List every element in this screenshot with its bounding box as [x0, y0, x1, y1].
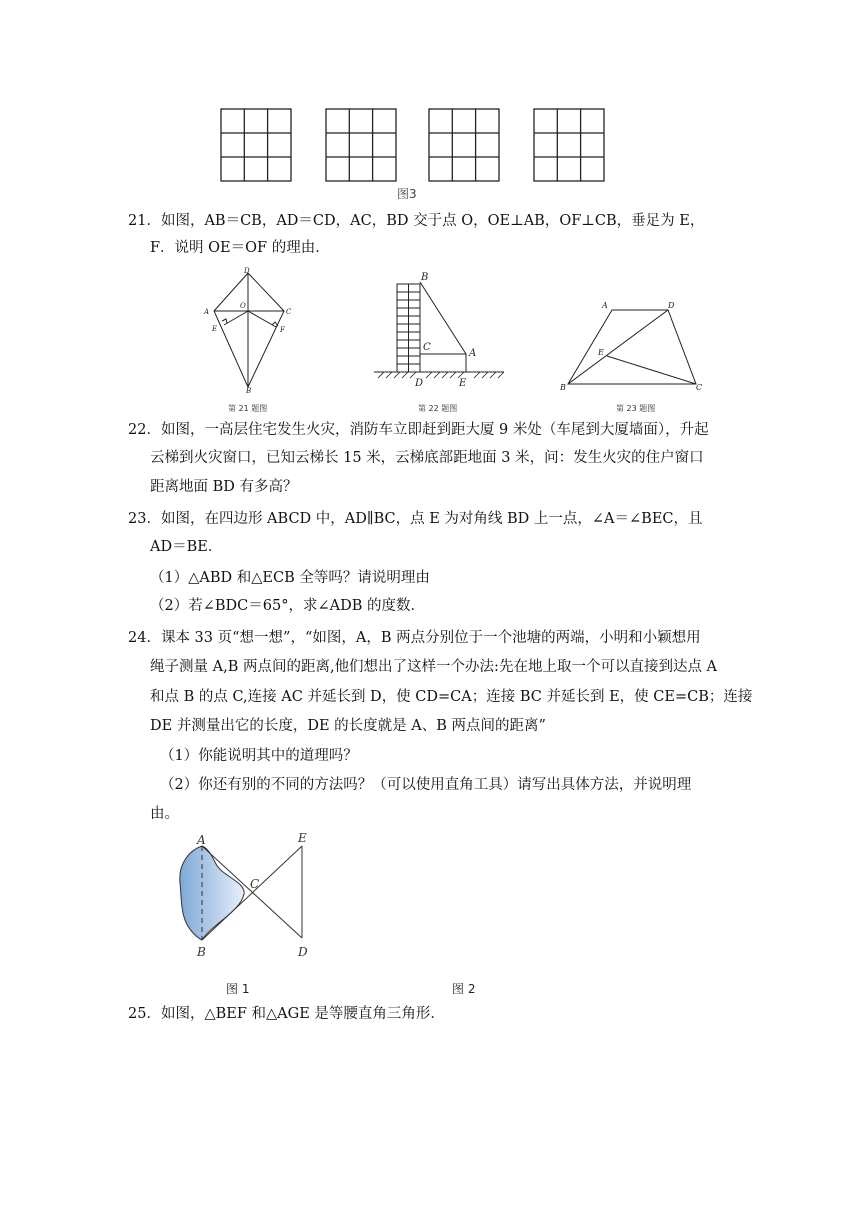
- fig21-label-e: E: [212, 325, 218, 333]
- fig21-label-b: B: [246, 387, 252, 395]
- q24-line-3: 和点 B 的点 C,连接 AC 并延长到 D，使 CD=CA；连接 BC 并延长到 E，使 CE=CB；连接: [150, 689, 753, 705]
- fig23-label-e: E: [598, 348, 604, 357]
- figure-3-grids: [215, 105, 610, 185]
- q24-sub-2: （2）你还有别的不同的方法吗？（可以使用直角工具）请写出具体方法，并说明理: [160, 777, 692, 793]
- q24-sub-2-cont: 由。: [150, 806, 179, 822]
- q21-line-1: 21．如图，AB＝CB，AD＝CD，AC，BD 交于点 O，OE⊥AB，OF⊥CB，垂足为 E，: [128, 213, 705, 229]
- fig21-label-d: D: [244, 267, 250, 275]
- fig22-label-a: A: [469, 348, 477, 359]
- figure-24-caption-1: 图 1: [226, 982, 250, 996]
- figure-21-caption: 第 21 题图: [228, 404, 268, 413]
- figure-22-ladder: [370, 268, 510, 390]
- fig23-label-b: B: [560, 383, 566, 392]
- q24-line-1: 24．课本 33 页“想一想”，“如图，A，B 两点分别位于一个池塘的两端，小明和小颖想用: [128, 630, 701, 646]
- fig22-label-d: D: [415, 378, 424, 389]
- grid-3: [429, 109, 499, 181]
- fig23-label-d: D: [668, 301, 675, 310]
- q24-line-2: 绳子测量 A,B 两点间的距离,他们想出了这样一个办法:先在地上取一个可以直接到达点 A: [150, 659, 718, 675]
- fig24-label-d: D: [298, 945, 308, 959]
- q23-sub-1: （1）△ABD 和△ECB 全等吗？请说明理由: [150, 570, 430, 586]
- fig22-label-c: C: [423, 342, 431, 353]
- grid-4: [534, 109, 604, 181]
- fig24-label-e: E: [298, 831, 307, 845]
- fig21-label-c: C: [286, 308, 292, 316]
- fig24-label-a: A: [197, 833, 206, 847]
- fig24-label-b: B: [197, 945, 206, 959]
- fig21-label-o: O: [240, 302, 246, 310]
- pond-shape: [180, 846, 244, 940]
- q21-line-2: F．说明 OE＝OF 的理由．: [150, 240, 330, 256]
- q22-line-1: 22．如图，一高层住宅发生火灾，消防车立即赶到距大厦 9 米处（车尾到大厦墙面），升起: [128, 422, 709, 438]
- figure-3-caption: 图3: [397, 187, 417, 201]
- fig23-label-a: A: [602, 301, 608, 310]
- fig22-label-b: B: [421, 272, 429, 283]
- figure-23-caption: 第 23 题图: [616, 404, 656, 413]
- fig21-label-f: F: [280, 326, 285, 334]
- q24-line-4: DE 并测量出它的长度，DE 的长度就是 A、B 两点间的距离”: [150, 718, 546, 734]
- grid-2: [326, 109, 396, 181]
- fig21-label-a: A: [204, 308, 210, 316]
- figure-24-caption-2: 图 2: [452, 982, 476, 996]
- q23-sub-2: （2）若∠BDC＝65°，求∠ADB 的度数．: [150, 598, 425, 614]
- q24-sub-1: （1）你能说明其中的道理吗？: [160, 748, 358, 764]
- q23-line-1: 23．如图，在四边形 ABCD 中，AD∥BC，点 E 为对角线 BD 上一点，∠A＝∠BEC，且: [128, 511, 703, 527]
- fig22-label-e: E: [459, 378, 467, 389]
- q22-line-3: 距离地面 BD 有多高？: [150, 479, 298, 495]
- figure-21-kite: [200, 265, 300, 395]
- grid-1: [221, 109, 291, 181]
- q23-line-2: AD＝BE．: [150, 539, 223, 555]
- figure-22-caption: 第 22 题图: [418, 404, 458, 413]
- figure-24-pond: [160, 828, 335, 968]
- q25-line-1: 25．如图，△BEF 和△AGE 是等腰直角三角形．: [128, 1006, 445, 1022]
- fig24-label-c: C: [250, 877, 260, 891]
- q22-line-2: 云梯到火灾窗口，已知云梯长 15 米，云梯底部距地面 3 米，问：发生火灾的住户窗口: [150, 450, 704, 466]
- fig23-label-c: C: [696, 383, 703, 392]
- figure-23-quadrilateral: [556, 296, 706, 396]
